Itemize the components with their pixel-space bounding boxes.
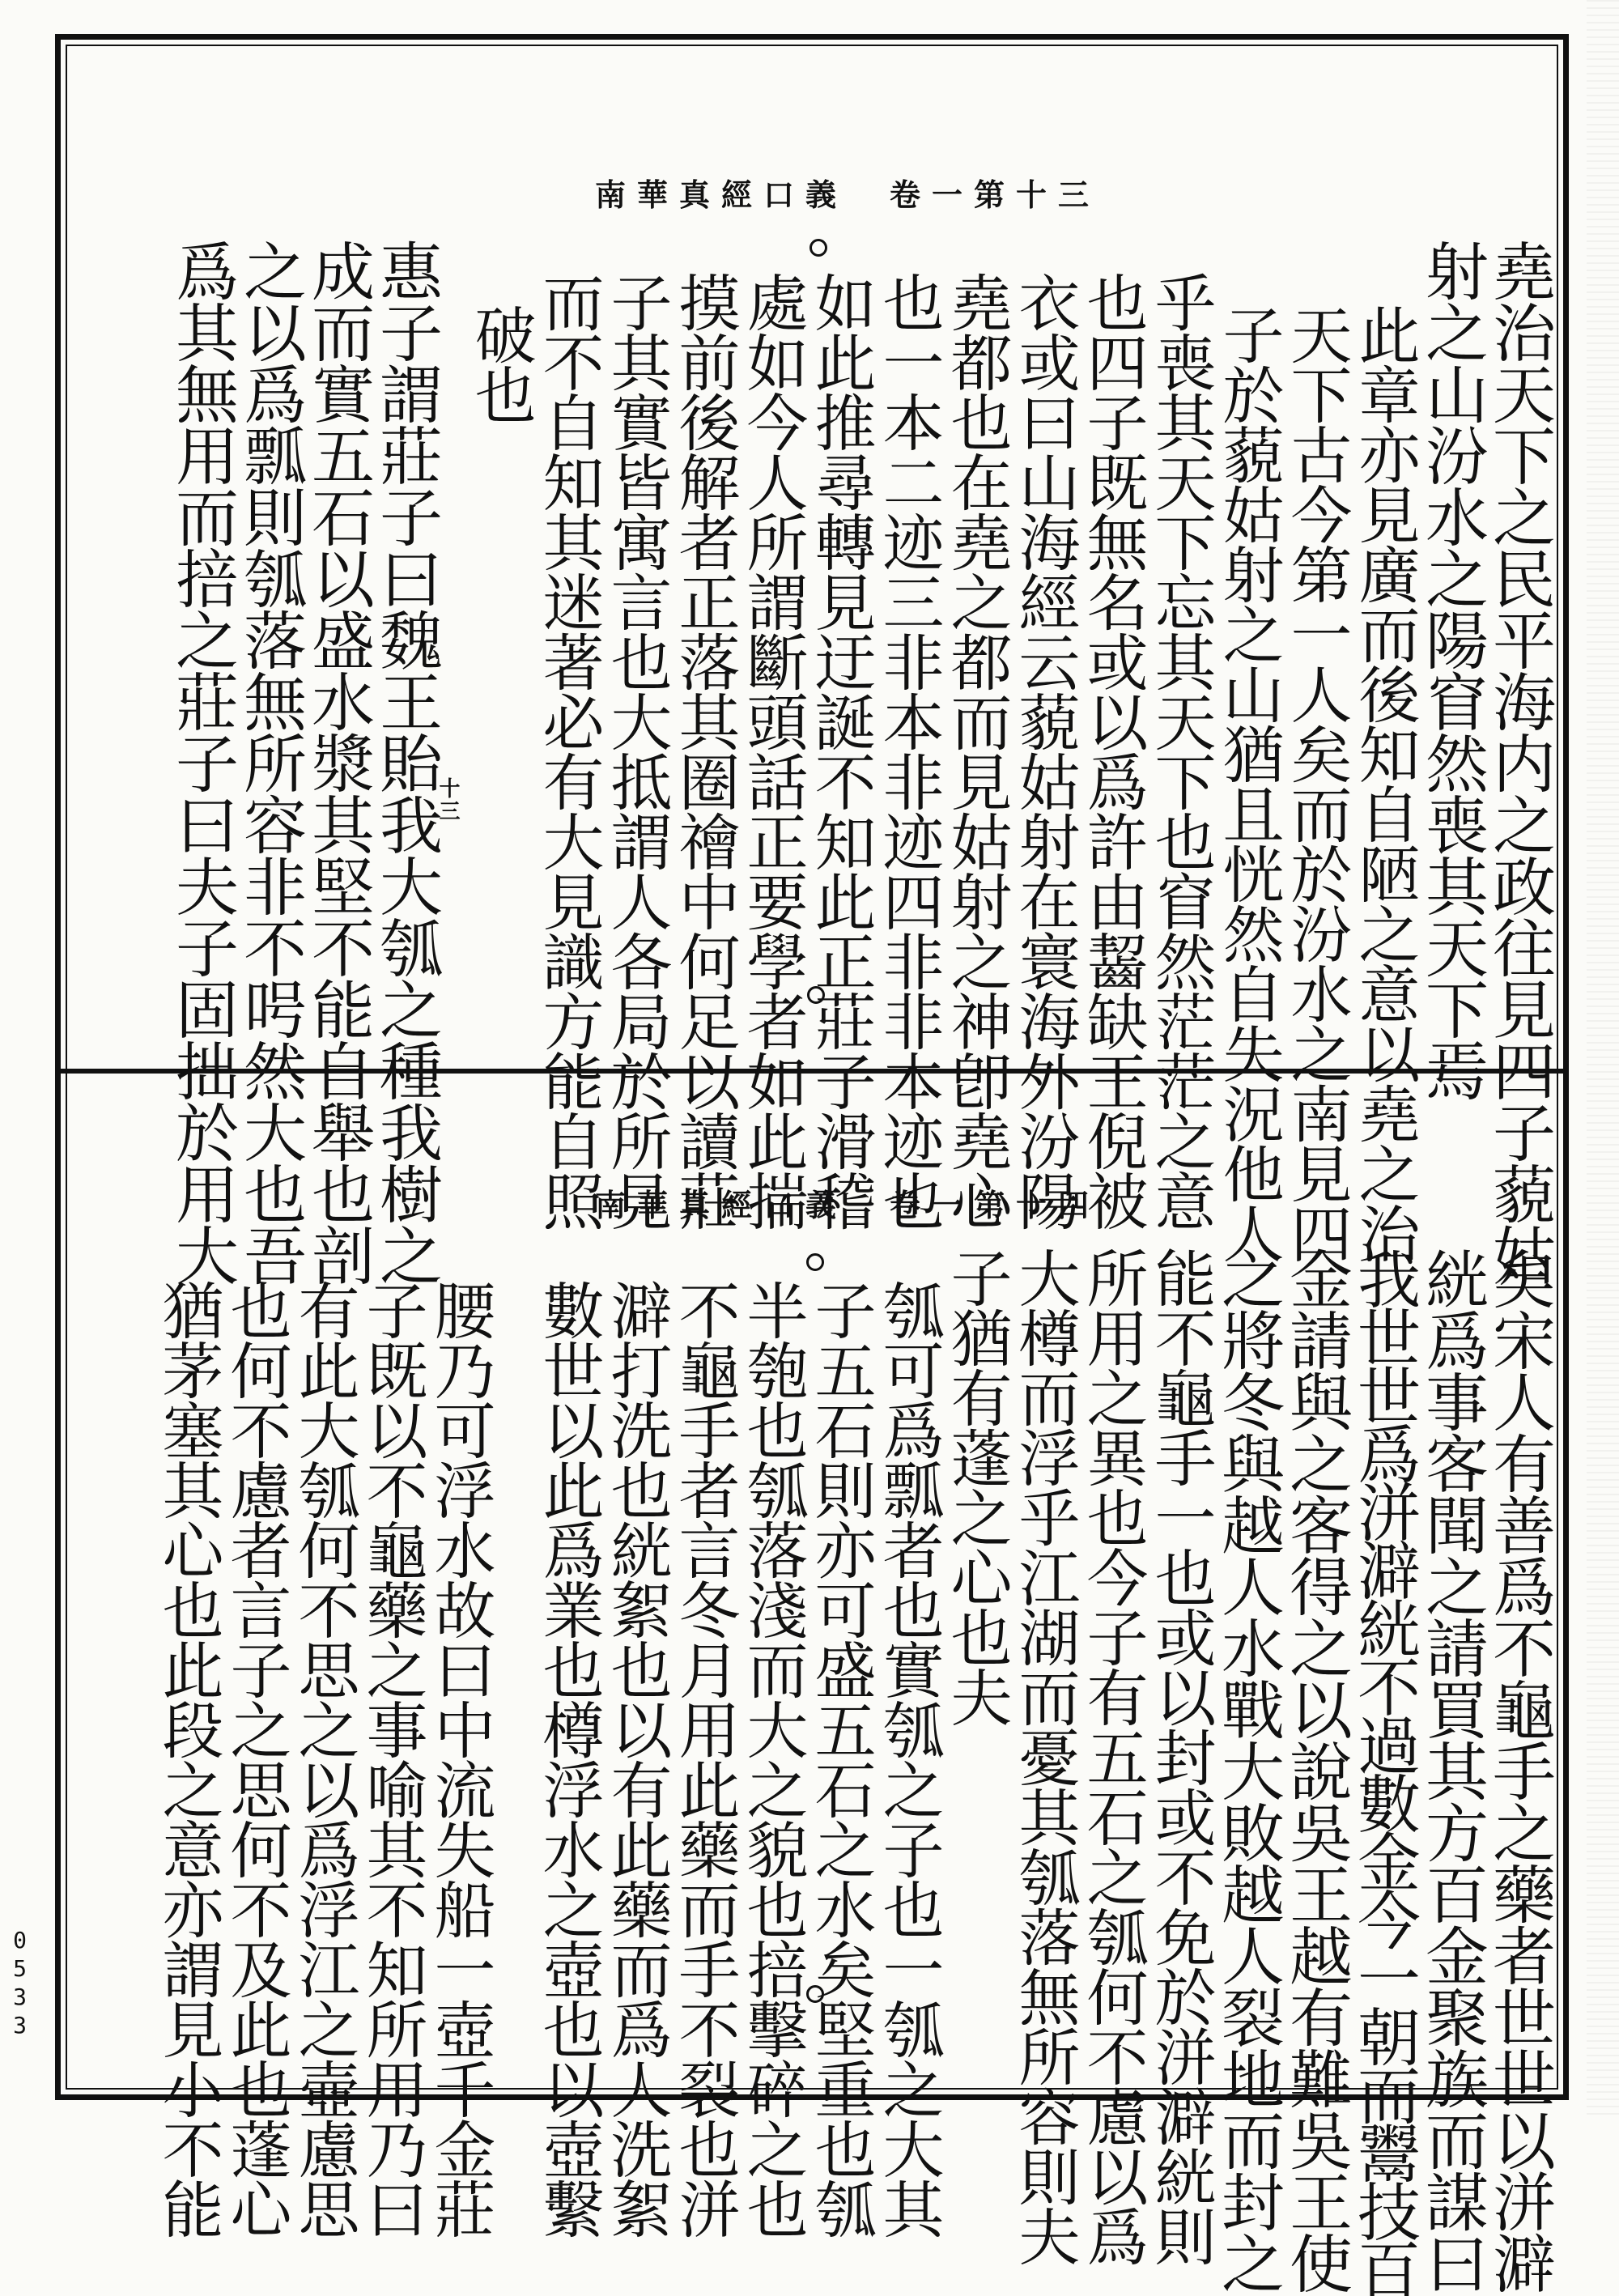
text-column: 子其實皆寓言也大抵謂人各局於所見 [601,271,673,1230]
section-mark [810,239,827,257]
bottom-page-header: 南華真經口義 卷一第十四 [595,1187,1101,1223]
text-column: 成而實五石以盛水漿其堅不能自舉也剖 [301,239,374,1285]
text-column: 之將冬與越人水戰大敗越人裂地而封之 [1211,1247,1284,2293]
text-column: 子五石則亦可盛五石之水矣堅重也瓠 [805,1279,877,2238]
text-column: 此章亦見廣而後知自陋之意以堯之治 [1349,304,1421,1262]
text-column: 猶茅塞其心也此段之意亦謂見小不能 [152,1279,224,2238]
bottom-page-text [73,1247,1562,2296]
text-column: 子猶有蓬之心也夫 [941,1247,1013,1726]
text-column: 摸前後解者正落其圈禬中何足以讀莊 [669,271,741,1230]
text-column: 堯治天下之民平海内之政往見四子藐姑 [1482,239,1555,1285]
text-column: 金請與之客得之以說吳王越有難吳王使 [1279,1247,1352,2293]
text-column: 爲其無用而掊之莊子曰夫子固拙於用大 [165,239,238,1285]
text-column: 能不龜手一也或以封或不免於洴澼絖則 [1145,1247,1217,2265]
text-column: 子於藐姑射之山猶且恍然自失況他人 [1213,304,1285,1262]
top-page-header: 南華真經口義 卷一第十三 [595,176,1101,213]
text-column: 腰乃可浮水故曰中流失船一壺千金莊 [424,1279,496,2238]
text-column: 也一本二迹三非本非迹四非非本迹也 [873,271,945,1230]
text-column: 大樽而浮乎江湖而憂其瓠落無所容則夫 [1009,1247,1081,2265]
text-column: 乎喪其天下忘其天下也窅然茫茫之意 [1145,271,1217,1230]
text-column: 射之山汾水之陽窅然喪其天下焉 [1415,239,1488,1100]
text-column: 矣宋人有善爲不龜手之藥者世世以洴澼 [1482,1247,1555,2293]
scan-edge [1587,0,1619,2120]
text-column: 之以爲瓢則瓠落無所容非不呺然大也吾 [233,239,306,1285]
text-column: 我世世爲洴澼絖不過數金今一朝而鬻技百 [1347,1247,1420,2296]
text-column: 天下古今第一人矣而於汾水之南見四 [1281,304,1353,1262]
text-column: 數世以此爲業也樽浮水之壺也以壺繫 [533,1279,605,2238]
top-page-number: 十三 [436,777,460,823]
section-mark [806,1985,824,2003]
text-column: 也何不慮者言子之思何不及此也蓬心 [220,1279,292,2238]
section-mark [807,986,825,1004]
text-column: 半匏也瓠落淺而大之貌也掊擊碎之也 [737,1279,809,2238]
text-column: 子既以不龜藥之事喻其不知所用乃曰 [356,1279,428,2238]
text-column: 破也 [465,304,537,423]
text-column: 也四子既無名或以爲許由齧缺王倪被 [1077,271,1149,1230]
text-column: 澼打洗也絖絮也以有此藥而爲人洗絮 [601,1279,673,2238]
text-column: 處如今人所謂斷頭話正要學者如此揣 [737,271,809,1230]
text-column: 堯都也在堯之都而見姑射之神卽堯心 [941,271,1013,1230]
text-column: 瓠可爲瓢者也實瓠之子也一瓠之大其 [873,1279,945,2238]
text-column: 如此推尋轉見迂誕不知此正莊子滑稽 [805,271,877,1230]
text-column: 不龜手者言冬月用此藥而手不裂也洴 [669,1279,741,2238]
volume-stamp: 0533 [6,1927,33,2040]
text-column: 所用之異也今子有五石之瓠何不慮以爲 [1077,1247,1149,2265]
text-column: 惠子謂莊子曰魏王貽我大瓠之種我樹之 [369,239,442,1285]
text-column: 絖爲事客聞之請買其方百金聚族而謀曰 [1415,1247,1488,2293]
text-column: 而不自知其迷著必有大見識方能自照 [533,271,605,1230]
text-column: 有此大瓠何不思之以爲浮江之壺慮思 [288,1279,360,2238]
section-mark [806,1253,824,1271]
text-column: 衣或曰山海經云藐姑射在寰海外汾陽 [1009,271,1081,1230]
